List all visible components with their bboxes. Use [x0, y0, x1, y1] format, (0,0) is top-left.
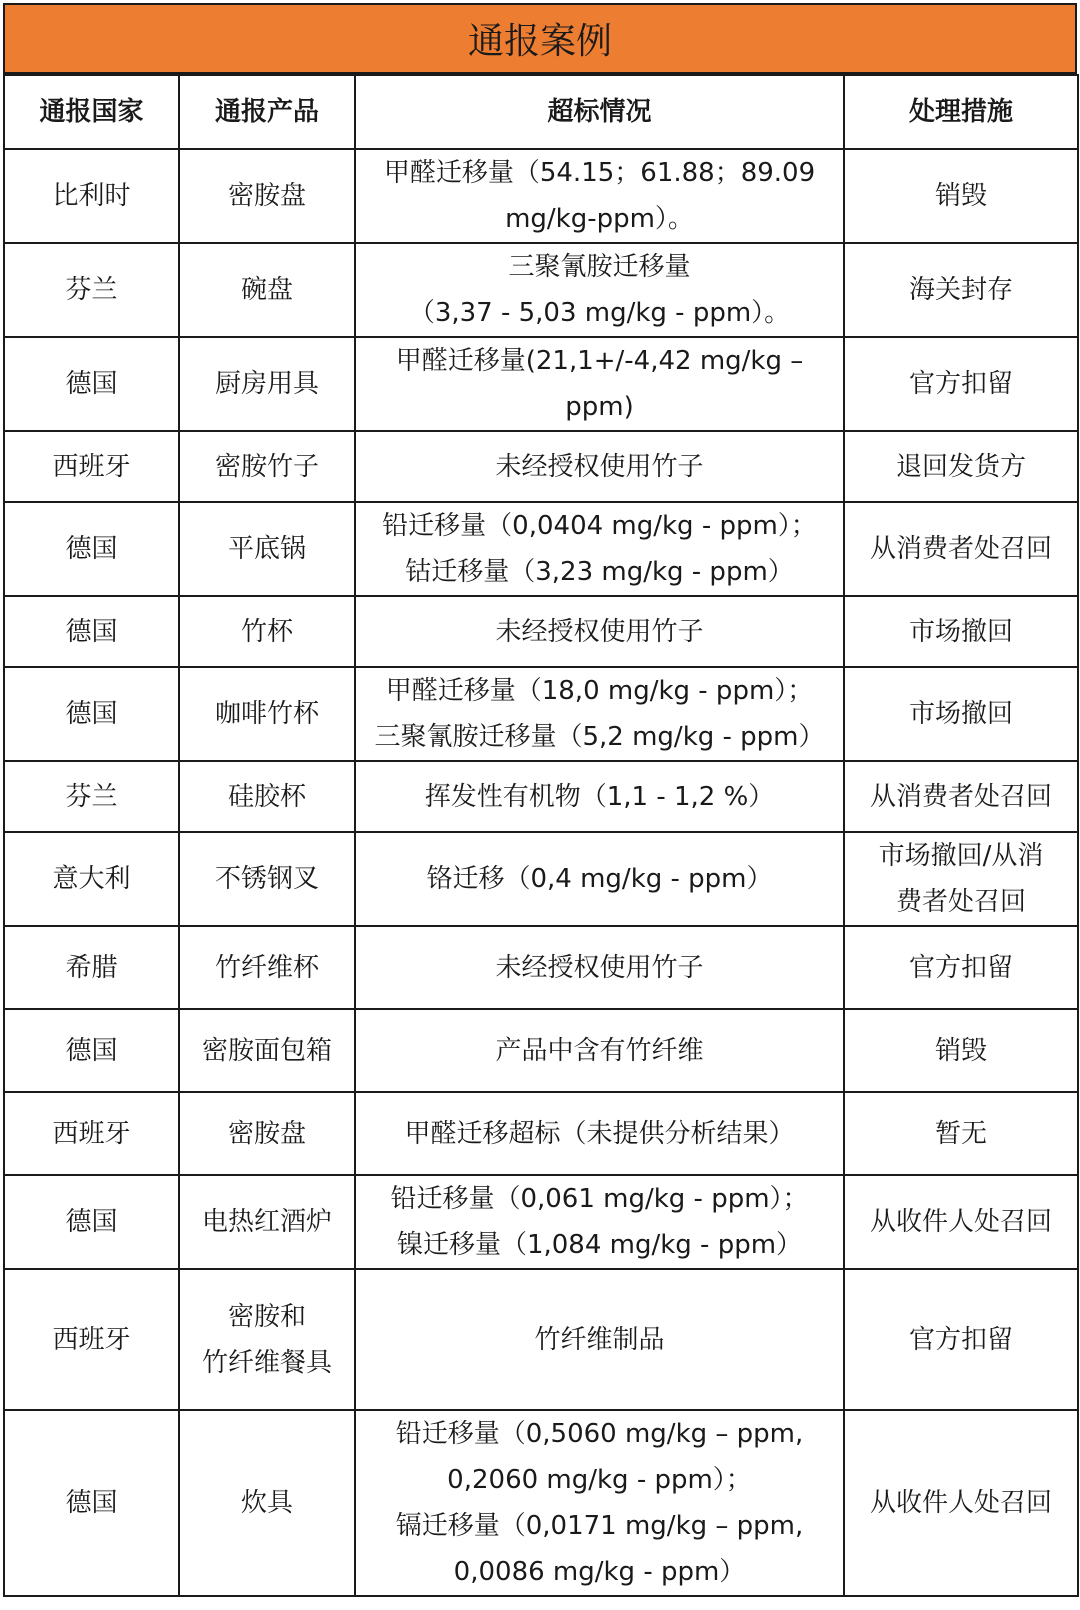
- cell-action: 销毁: [844, 149, 1078, 243]
- cell-product: 厨房用具: [179, 337, 355, 431]
- cell-detail: 甲醛迁移量(21,1+/-4,42 mg/kg – ppm): [355, 337, 844, 431]
- cell-country: 德国: [4, 1410, 179, 1596]
- table-row: [4, 1092, 1078, 1175]
- cell-country: 德国: [4, 667, 179, 761]
- cell-action: 销毁: [844, 1009, 1078, 1092]
- cell-product: 硅胶杯: [179, 761, 355, 832]
- cell-detail: 挥发性有机物（1,1 - 1,2 %）: [355, 761, 844, 832]
- cell-product: 炊具: [179, 1410, 355, 1596]
- cell-country: 德国: [4, 502, 179, 596]
- table-row: [4, 502, 1078, 596]
- cell-product: 平底锅: [179, 502, 355, 596]
- table-row: [4, 926, 1078, 1009]
- table-row: [4, 1175, 1078, 1269]
- cell-product: 密胺竹子: [179, 431, 355, 502]
- cell-product: 竹杯: [179, 596, 355, 667]
- cell-product: 密胺盘: [179, 149, 355, 243]
- cell-country: 德国: [4, 1175, 179, 1269]
- cell-detail: 甲醛迁移超标（未提供分析结果）: [355, 1092, 844, 1175]
- cell-detail: 铅迁移量（0,0404 mg/kg - ppm）； 钴迁移量（3,23 mg/kg - ppm）: [355, 502, 844, 596]
- report-table-container: [3, 3, 1077, 1597]
- cell-detail: 铬迁移（0,4 mg/kg - ppm）: [355, 832, 844, 926]
- cell-action: 从消费者处召回: [844, 502, 1078, 596]
- header-detail: 超标情况: [355, 75, 844, 149]
- cell-product: 密胺和 竹纤维餐具: [179, 1269, 355, 1410]
- cell-detail: 铅迁移量（0,061 mg/kg - ppm）； 镍迁移量（1,084 mg/kg - ppm）: [355, 1175, 844, 1269]
- cell-country: 比利时: [4, 149, 179, 243]
- table-row: [4, 337, 1078, 431]
- cell-action: 市场撤回/从消 费者处召回: [844, 832, 1078, 926]
- cell-detail: 三聚氰胺迁移量 （3,37 - 5,03 mg/kg - ppm）。: [355, 243, 844, 337]
- cell-action: 从消费者处召回: [844, 761, 1078, 832]
- table-row: [4, 832, 1078, 926]
- cell-product: 竹纤维杯: [179, 926, 355, 1009]
- cell-action: 海关封存: [844, 243, 1078, 337]
- cell-detail: 产品中含有竹纤维: [355, 1009, 844, 1092]
- table-row: [4, 243, 1078, 337]
- cell-country: 德国: [4, 596, 179, 667]
- header-product: 通报产品: [179, 75, 355, 149]
- cell-country: 西班牙: [4, 1092, 179, 1175]
- cell-action: 市场撤回: [844, 667, 1078, 761]
- table-row: [4, 1269, 1078, 1410]
- cell-product: 碗盘: [179, 243, 355, 337]
- table-row: [4, 1009, 1078, 1092]
- cell-action: 官方扣留: [844, 1269, 1078, 1410]
- cell-product: 密胺盘: [179, 1092, 355, 1175]
- cell-product: 咖啡竹杯: [179, 667, 355, 761]
- cell-country: 芬兰: [4, 243, 179, 337]
- table-row: [4, 667, 1078, 761]
- cell-action: 官方扣留: [844, 926, 1078, 1009]
- cell-country: 意大利: [4, 832, 179, 926]
- cell-country: 德国: [4, 337, 179, 431]
- cell-detail: 未经授权使用竹子: [355, 431, 844, 502]
- cell-action: 市场撤回: [844, 596, 1078, 667]
- cell-country: 西班牙: [4, 1269, 179, 1410]
- cell-product: 不锈钢叉: [179, 832, 355, 926]
- cell-detail: 甲醛迁移量（54.15；61.88；89.09 mg/kg-ppm）。: [355, 149, 844, 243]
- cell-country: 希腊: [4, 926, 179, 1009]
- cell-detail: 竹纤维制品: [355, 1269, 844, 1410]
- cell-detail: 铅迁移量（0,5060 mg/kg – ppm, 0,2060 mg/kg - ppm）； 镉迁移量（0,0171 mg/kg – ppm, 0,0086 mg/kg - ppm）: [355, 1410, 844, 1596]
- table-row: [4, 761, 1078, 832]
- cell-action: 暂无: [844, 1092, 1078, 1175]
- table-row: [4, 431, 1078, 502]
- header-country: 通报国家: [4, 75, 179, 149]
- cell-action: 官方扣留: [844, 337, 1078, 431]
- cases-table: [3, 74, 1079, 1597]
- table-row: [4, 596, 1078, 667]
- header-action: 处理措施: [844, 75, 1078, 149]
- cell-product: 密胺面包箱: [179, 1009, 355, 1092]
- cell-country: 芬兰: [4, 761, 179, 832]
- table-row: [4, 149, 1078, 243]
- table-title: 通报案例: [3, 3, 1077, 74]
- table-row: [4, 1410, 1078, 1596]
- cell-detail: 甲醛迁移量（18,0 mg/kg - ppm）； 三聚氰胺迁移量（5,2 mg/kg - ppm）: [355, 667, 844, 761]
- header-row: [4, 75, 1078, 149]
- cell-action: 退回发货方: [844, 431, 1078, 502]
- cell-country: 西班牙: [4, 431, 179, 502]
- cell-action: 从收件人处召回: [844, 1175, 1078, 1269]
- cell-action: 从收件人处召回: [844, 1410, 1078, 1596]
- cell-detail: 未经授权使用竹子: [355, 926, 844, 1009]
- cell-detail: 未经授权使用竹子: [355, 596, 844, 667]
- cell-product: 电热红酒炉: [179, 1175, 355, 1269]
- cell-country: 德国: [4, 1009, 179, 1092]
